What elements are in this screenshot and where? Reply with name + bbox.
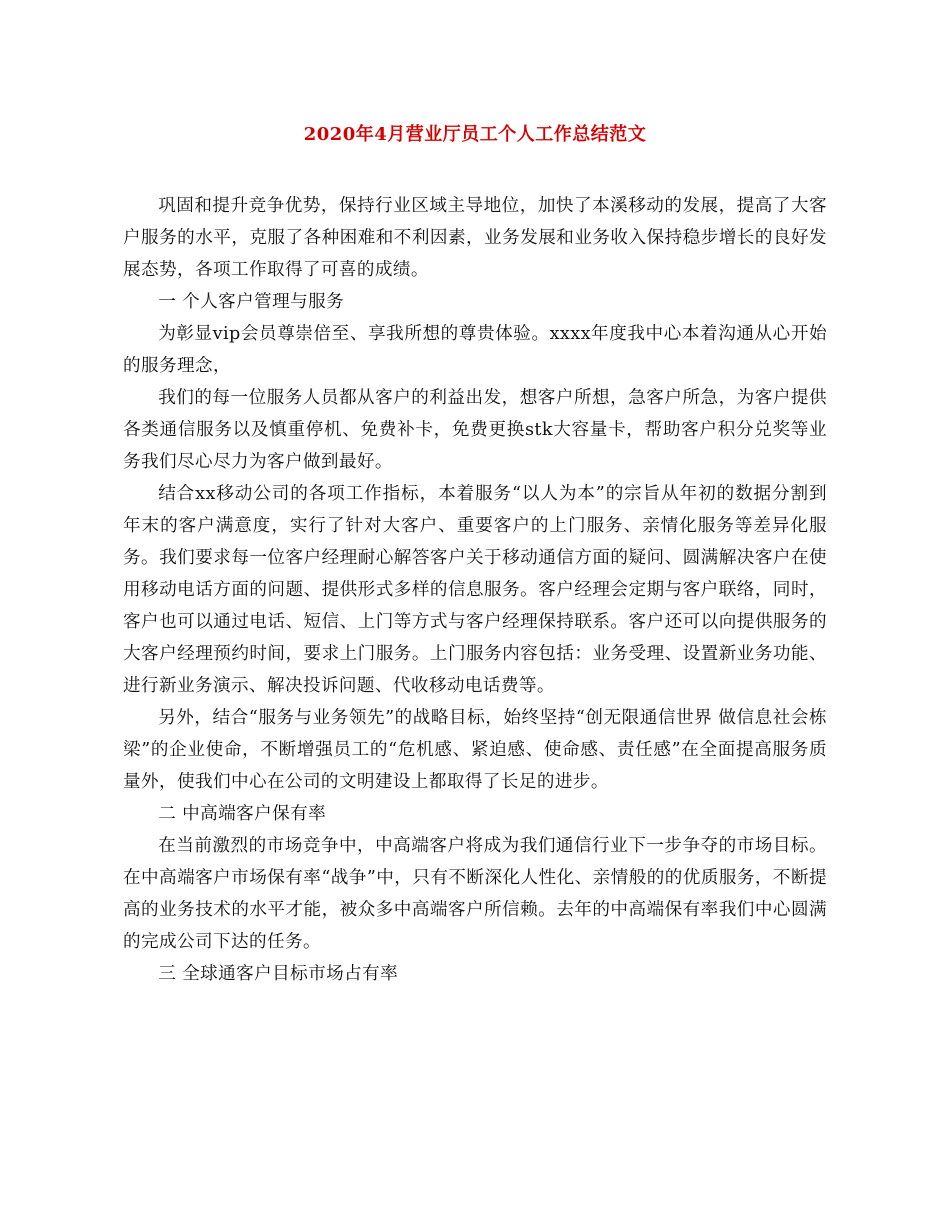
section-heading-1: 一 个人客户管理与服务 (158, 292, 345, 312)
paragraph-service-targets: 结合xx移动公司的各项工作指标，本着服务“以人为本”的宗旨从年初的数据分割到年末的客户满意度，实行了针对大客户、重要客户的上门服务、亲情化服务等差异化服务。我们要求每一位客户经理耐心解答客户关于移动通信方面的疑问、圆满解决客户在使用移动电话方面的问题、提供形式多样的信息服务。客户经理会定期与客户联络，同时，客户也可以通过电话、短信、上门等方式与客户经理保持联系。客户还可以向提供服务的大客户经理预约时间，要求上门服务。上门服务内容包括：业务受理、设置新业务功能、进行新业务演示、解决投诉问题、代收移动电话费等。 (123, 484, 827, 696)
section-heading-2: 二 中高端客户保有率 (158, 804, 327, 824)
document-title: 2020年4月营业厅员工个人工作总结范文 (303, 124, 647, 145)
paragraph-high-end-retention: 在当前激烈的市场竞争中，中高端客户将成为我们通信行业下一步争夺的市场目标。在中高端客户市场保有率“战争”中，只有不断深化人性化、亲情般的的优质服务，不断提高的业务技术的水平才能，被众多中高端客户所信赖。去年的中高端保有率我们中心圆满的完成公司下达的任务。 (123, 836, 827, 952)
paragraph-strategy: 另外，结合“服务与业务领先”的战略目标，始终坚持“创无限通信世界 做信息社会栋梁”的企业使命，不断增强员工的“危机感、紧迫感、使命感、责任感”在全面提高服务质量外，使我们中心在公司的文明建设上都取得了长足的进步。 (123, 708, 827, 792)
document-body (123, 190, 827, 990)
paragraph-service-staff: 我们的每一位服务人员都从客户的利益出发，想客户所想，急客户所急，为客户提供各类通信服务以及慎重停机、免费补卡，免费更换stk大容量卡，帮助客户积分兑奖等业务我们尽心尽力为客户做到最好。 (123, 388, 827, 472)
paragraph-vip-experience: 为彰显vip会员尊崇倍至、享我所想的尊贵体验。xxxx年度我中心本着沟通从心开始的服务理念， (123, 324, 827, 376)
section-heading-3: 三 全球通客户目标市场占有率 (158, 964, 399, 984)
paragraph-intro: 巩固和提升竞争优势，保持行业区域主导地位，加快了本溪移动的发展，提高了大客户服务的水平，克服了各种困难和不利因素，业务发展和业务收入保持稳步增长的良好发展态势，各项工作取得了可喜的成绩。 (123, 196, 827, 280)
